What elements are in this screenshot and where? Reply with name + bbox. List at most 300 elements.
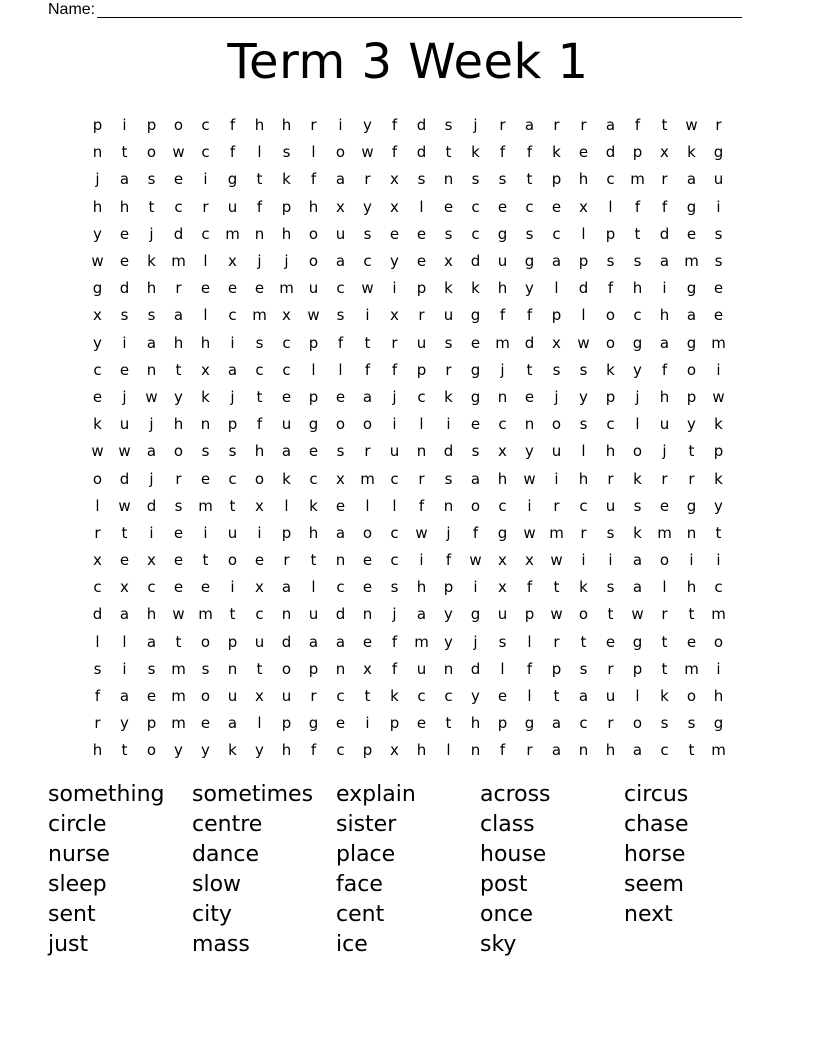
grid-letter: e [389, 224, 400, 243]
grid-letter: d [524, 333, 535, 352]
grid-letter: c [579, 714, 588, 733]
grid-letter: o [659, 551, 670, 570]
grid-letter: e [200, 578, 211, 597]
grid-letter: c [633, 306, 642, 325]
grid-letter: x [390, 741, 399, 760]
grid-letter: e [173, 551, 184, 570]
grid-letter: f [526, 659, 533, 678]
grid-letter: h [308, 523, 319, 542]
grid-letter: c [471, 197, 480, 216]
grid-letter: u [308, 605, 319, 624]
grid-letter: c [336, 687, 345, 706]
name-label: Name: [48, 1, 96, 18]
grid-letter: a [146, 442, 157, 461]
grid-letter: j [392, 387, 397, 406]
grid-letter: g [497, 523, 508, 542]
grid-letter: o [362, 523, 373, 542]
grid-letter: h [416, 741, 427, 760]
grid-letter: m [279, 279, 294, 298]
grid-letter: o [173, 116, 184, 135]
grid-letter: d [605, 143, 616, 162]
grid-letter: y [201, 741, 210, 760]
grid-letter: h [713, 687, 724, 706]
grid-letter: s [606, 523, 615, 542]
grid-letter: p [551, 170, 562, 189]
grid-letter: k [147, 252, 156, 271]
word-list-item: sister [336, 812, 397, 837]
grid-letter: u [281, 687, 292, 706]
grid-letter: h [92, 741, 103, 760]
grid-letter: l [527, 687, 532, 706]
grid-letter: h [605, 741, 616, 760]
grid-letter: r [580, 523, 587, 542]
grid-letter: g [470, 360, 481, 379]
grid-letter: r [499, 116, 506, 135]
grid-letter: l [122, 632, 127, 651]
grid-letter: d [146, 496, 157, 515]
grid-letter: u [443, 306, 454, 325]
grid-letter: s [579, 659, 588, 678]
grid-letter: o [713, 632, 724, 651]
grid-letter: e [281, 387, 292, 406]
grid-letter: c [444, 687, 453, 706]
grid-letter: k [633, 469, 642, 488]
grid-letter: w [685, 116, 698, 135]
grid-letter: i [122, 116, 127, 135]
grid-letter: f [337, 333, 344, 352]
grid-letter: c [201, 143, 210, 162]
grid-row [84, 357, 732, 384]
grid-letter: t [634, 224, 641, 243]
grid-letter: e [308, 442, 319, 461]
grid-letter: d [119, 469, 130, 488]
grid-letter: a [632, 551, 643, 570]
grid-letter: l [662, 578, 667, 597]
grid-letter: f [499, 143, 506, 162]
grid-letter: s [444, 333, 453, 352]
grid-letter: r [364, 170, 371, 189]
grid-letter: r [715, 116, 722, 135]
grid-letter: d [173, 224, 184, 243]
grid-letter: p [416, 360, 427, 379]
grid-letter: a [146, 632, 157, 651]
grid-letter: f [391, 116, 398, 135]
word-list-item: next [624, 902, 673, 927]
grid-letter: l [500, 659, 505, 678]
grid-letter: y [174, 387, 183, 406]
grid-letter: w [172, 143, 185, 162]
grid-letter: u [497, 605, 508, 624]
grid-letter: n [497, 387, 508, 406]
grid-letter: h [281, 741, 292, 760]
grid-letter: d [578, 279, 589, 298]
grid-letter: h [119, 197, 130, 216]
grid-letter: a [551, 714, 562, 733]
grid-letter: i [122, 659, 127, 678]
grid-letter: r [661, 170, 668, 189]
grid-letter: o [686, 687, 697, 706]
grid-letter: s [471, 170, 480, 189]
grid-letter: a [227, 360, 238, 379]
grid-letter: i [230, 578, 235, 597]
grid-letter: p [605, 387, 616, 406]
grid-letter: t [661, 116, 668, 135]
grid-letter: f [607, 279, 614, 298]
grid-row [84, 194, 732, 221]
grid-row [84, 574, 732, 601]
grid-letter: l [311, 360, 316, 379]
grid-letter: m [630, 170, 645, 189]
grid-letter: p [605, 224, 616, 243]
grid-letter: u [416, 333, 427, 352]
grid-letter: s [606, 252, 615, 271]
word-list-item: post [480, 872, 528, 897]
grid-letter: k [93, 415, 102, 434]
grid-letter: x [498, 578, 507, 597]
grid-letter: l [257, 714, 262, 733]
grid-letter: p [497, 714, 508, 733]
grid-row [84, 302, 732, 329]
grid-letter: l [95, 632, 100, 651]
grid-letter: s [282, 143, 291, 162]
grid-row [84, 275, 732, 302]
grid-letter: a [308, 632, 319, 651]
grid-row [84, 493, 732, 520]
grid-letter: m [171, 714, 186, 733]
grid-letter: n [416, 442, 427, 461]
grid-letter: a [362, 387, 373, 406]
grid-letter: r [661, 469, 668, 488]
grid-letter: n [227, 659, 238, 678]
grid-letter: p [416, 279, 427, 298]
grid-letter: y [633, 360, 642, 379]
grid-letter: g [308, 714, 319, 733]
grid-letter: j [230, 387, 235, 406]
grid-letter: d [281, 632, 292, 651]
grid-letter: r [364, 442, 371, 461]
grid-letter: r [310, 116, 317, 135]
grid-letter: l [203, 252, 208, 271]
grid-letter: i [716, 197, 721, 216]
grid-row [84, 248, 732, 275]
word-list-item: sometimes [192, 782, 314, 807]
grid-letter: p [227, 415, 238, 434]
grid-letter: h [173, 333, 184, 352]
grid-letter: n [335, 551, 346, 570]
grid-letter: t [580, 632, 587, 651]
grid-letter: g [470, 605, 481, 624]
grid-letter: o [335, 415, 346, 434]
grid-letter: h [146, 605, 157, 624]
grid-letter: y [525, 442, 534, 461]
grid-letter: x [444, 252, 453, 271]
grid-letter: t [688, 442, 695, 461]
grid-letter: s [255, 333, 264, 352]
grid-letter: y [525, 279, 534, 298]
grid-letter: y [93, 333, 102, 352]
grid-letter: c [660, 741, 669, 760]
grid-letter: i [203, 523, 208, 542]
grid-letter: w [523, 523, 536, 542]
grid-letter: i [716, 551, 721, 570]
grid-letter: p [632, 659, 643, 678]
grid-letter: c [552, 224, 561, 243]
grid-letter: o [632, 442, 643, 461]
grid-letter: o [470, 496, 481, 515]
grid-letter: j [95, 170, 100, 189]
grid-letter: a [524, 116, 535, 135]
grid-letter: e [497, 197, 508, 216]
grid-letter: r [175, 469, 182, 488]
grid-letter: a [632, 578, 643, 597]
grid-letter: i [716, 659, 721, 678]
grid-letter: i [473, 578, 478, 597]
grid-letter: g [497, 224, 508, 243]
grid-letter: t [229, 496, 236, 515]
grid-letter: t [121, 143, 128, 162]
grid-letter: p [146, 714, 157, 733]
grid-letter: s [579, 360, 588, 379]
grid-letter: a [335, 252, 346, 271]
grid-letter: e [713, 306, 724, 325]
grid-letter: u [281, 415, 292, 434]
grid-letter: y [714, 496, 723, 515]
grid-letter: s [174, 496, 183, 515]
letter-grid [84, 112, 732, 765]
grid-letter: a [686, 306, 697, 325]
grid-letter: y [687, 415, 696, 434]
grid-letter: n [281, 605, 292, 624]
word-list-item: slow [192, 872, 242, 897]
grid-letter: t [553, 687, 560, 706]
grid-letter: o [632, 714, 643, 733]
grid-letter: m [414, 632, 429, 651]
grid-letter: j [635, 387, 640, 406]
grid-letter: r [94, 714, 101, 733]
grid-letter: c [309, 469, 318, 488]
grid-letter: e [146, 687, 157, 706]
grid-letter: o [254, 469, 265, 488]
grid-letter: e [686, 632, 697, 651]
grid-letter: e [659, 496, 670, 515]
grid-letter: h [605, 442, 616, 461]
word-list-item: face [336, 872, 383, 897]
grid-letter: x [363, 659, 372, 678]
grid-letter: a [470, 469, 481, 488]
grid-letter: l [419, 415, 424, 434]
grid-letter: i [122, 333, 127, 352]
grid-letter: r [607, 714, 614, 733]
grid-letter: o [335, 143, 346, 162]
grid-letter: f [229, 143, 236, 162]
grid-letter: g [686, 333, 697, 352]
grid-letter: i [716, 360, 721, 379]
grid-letter: r [553, 116, 560, 135]
grid-letter: t [229, 605, 236, 624]
grid-letter: l [392, 496, 397, 515]
grid-letter: l [635, 415, 640, 434]
grid-row [84, 520, 732, 547]
grid-letter: t [256, 659, 263, 678]
grid-letter: s [444, 469, 453, 488]
grid-letter: t [688, 741, 695, 760]
grid-letter: c [498, 415, 507, 434]
grid-letter: p [686, 387, 697, 406]
grid-letter: w [361, 279, 374, 298]
grid-letter: c [363, 252, 372, 271]
grid-letter: f [391, 143, 398, 162]
grid-letter: h [281, 224, 292, 243]
word-list-item: mass [192, 932, 250, 957]
grid-letter: u [389, 442, 400, 461]
name-blank-line[interactable] [97, 3, 742, 18]
grid-letter: p [443, 578, 454, 597]
grid-letter: e [551, 197, 562, 216]
grid-letter: r [526, 741, 533, 760]
name-field[interactable] [48, 0, 742, 18]
grid-letter: m [711, 605, 726, 624]
grid-letter: e [686, 224, 697, 243]
grid-letter: i [554, 469, 559, 488]
grid-letter: i [392, 415, 397, 434]
grid-letter: j [284, 252, 289, 271]
grid-letter: e [92, 387, 103, 406]
grid-letter: p [227, 632, 238, 651]
grid-letter: d [659, 224, 670, 243]
grid-letter: c [498, 496, 507, 515]
grid-letter: f [256, 415, 263, 434]
grid-letter: a [578, 687, 589, 706]
grid-letter: h [497, 469, 508, 488]
grid-letter: x [336, 197, 345, 216]
grid-row [84, 710, 732, 737]
grid-letter: u [605, 687, 616, 706]
grid-letter: g [686, 496, 697, 515]
grid-letter: r [175, 279, 182, 298]
grid-letter: f [445, 551, 452, 570]
grid-letter: s [552, 360, 561, 379]
grid-letter: k [444, 387, 453, 406]
grid-letter: f [229, 116, 236, 135]
grid-letter: f [499, 306, 506, 325]
grid-letter: h [686, 578, 697, 597]
grid-letter: f [526, 306, 533, 325]
grid-letter: f [418, 496, 425, 515]
grid-letter: i [338, 116, 343, 135]
grid-letter: d [443, 442, 454, 461]
grid-letter: s [336, 442, 345, 461]
grid-letter: u [659, 415, 670, 434]
grid-letter: s [498, 632, 507, 651]
grid-letter: u [497, 252, 508, 271]
grid-letter: i [203, 170, 208, 189]
grid-letter: m [360, 469, 375, 488]
word-list-item: ice [336, 932, 368, 957]
grid-letter: l [203, 306, 208, 325]
grid-letter: s [120, 306, 129, 325]
word-list-item: chase [624, 812, 689, 837]
grid-letter: g [632, 632, 643, 651]
grid-letter: s [687, 714, 696, 733]
grid-letter: y [579, 387, 588, 406]
grid-letter: t [526, 360, 533, 379]
grid-letter: m [495, 333, 510, 352]
grid-letter: u [227, 523, 238, 542]
grid-letter: g [524, 252, 535, 271]
grid-letter: r [418, 306, 425, 325]
grid-letter: s [336, 306, 345, 325]
grid-letter: h [497, 279, 508, 298]
grid-row [84, 737, 732, 764]
grid-row [84, 656, 732, 683]
grid-letter: g [227, 170, 238, 189]
grid-row [84, 166, 732, 193]
grid-letter: w [361, 143, 374, 162]
grid-letter: w [577, 333, 590, 352]
grid-letter: e [362, 578, 373, 597]
grid-letter: j [149, 469, 154, 488]
grid-letter: c [228, 469, 237, 488]
grid-letter: a [335, 523, 346, 542]
grid-letter: e [335, 496, 346, 515]
grid-letter: m [171, 687, 186, 706]
grid-letter: i [419, 551, 424, 570]
grid-letter: l [581, 224, 586, 243]
grid-letter: c [336, 741, 345, 760]
grid-letter: p [146, 116, 157, 135]
grid-letter: n [470, 741, 481, 760]
grid-row [84, 411, 732, 438]
grid-letter: u [335, 224, 346, 243]
grid-letter: y [120, 714, 129, 733]
grid-letter: d [416, 143, 427, 162]
grid-letter: r [661, 605, 668, 624]
grid-letter: t [661, 659, 668, 678]
grid-letter: r [445, 360, 452, 379]
word-list-item: seem [624, 872, 684, 897]
grid-letter: g [686, 197, 697, 216]
grid-row [84, 384, 732, 411]
grid-letter: k [606, 360, 615, 379]
grid-letter: l [338, 360, 343, 379]
grid-letter: h [173, 415, 184, 434]
grid-letter: s [471, 442, 480, 461]
grid-letter: i [662, 279, 667, 298]
grid-letter: c [471, 224, 480, 243]
grid-row [84, 221, 732, 248]
grid-letter: o [551, 415, 562, 434]
grid-letter: u [308, 279, 319, 298]
grid-row [84, 330, 732, 357]
grid-letter: l [527, 632, 532, 651]
grid-letter: e [362, 632, 373, 651]
grid-letter: r [553, 632, 560, 651]
word-list-item: once [480, 902, 534, 927]
grid-letter: m [711, 741, 726, 760]
grid-letter: o [227, 551, 238, 570]
grid-letter: y [363, 116, 372, 135]
grid-letter: a [173, 306, 184, 325]
grid-letter: e [470, 333, 481, 352]
grid-letter: s [147, 659, 156, 678]
grid-letter: p [389, 714, 400, 733]
grid-letter: p [632, 143, 643, 162]
grid-letter: e [254, 551, 265, 570]
grid-letter: s [714, 224, 723, 243]
grid-letter: c [255, 360, 264, 379]
grid-letter: i [149, 523, 154, 542]
grid-letter: p [713, 442, 724, 461]
